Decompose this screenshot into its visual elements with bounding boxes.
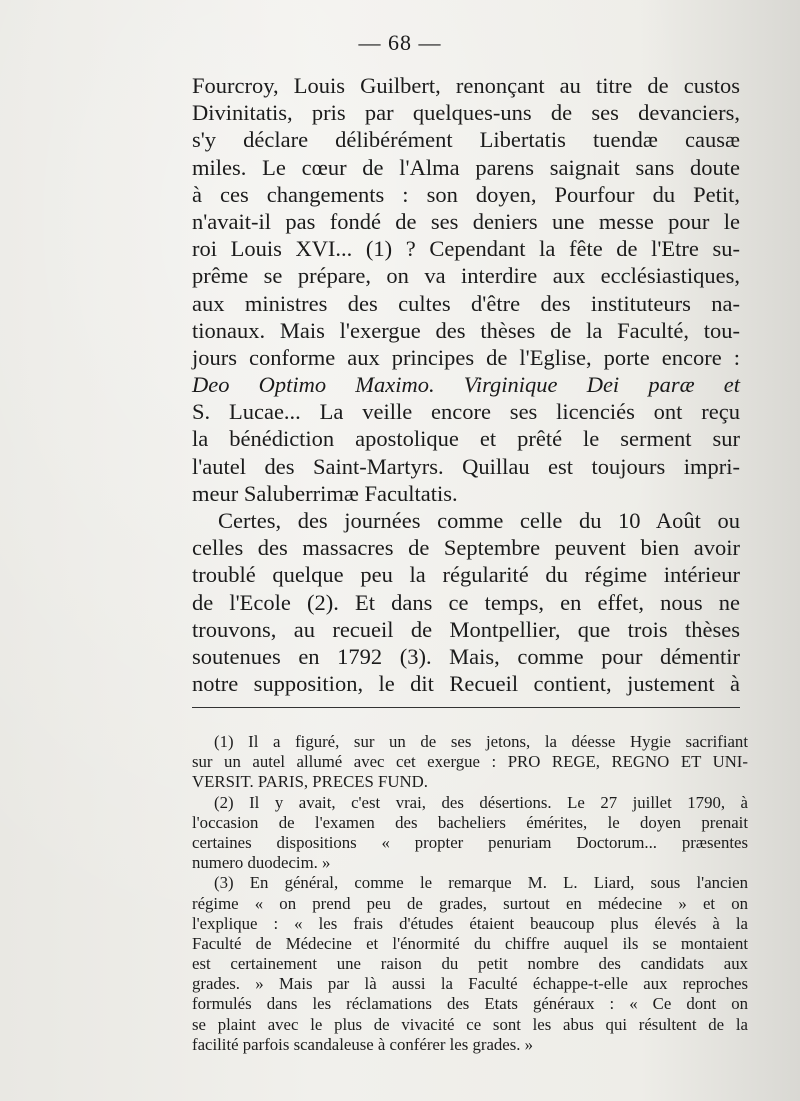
footnote-line: facilité parfois scandaleuse à conférer les grades. » — [192, 1034, 534, 1054]
footnotes — [192, 732, 748, 1055]
text-line: n'avait-il pas fondé de ses deniers une messe pour le — [192, 208, 740, 234]
text-line: l'autel des Saint-Martyrs. Quillau est toujours impri- — [192, 453, 740, 479]
footnote-line: l'explique : « les frais d'études étaient beaucoup plus élevés à la — [192, 913, 748, 933]
footnote-line: VERSIT. PARIS, PRECES FUND. — [192, 772, 428, 792]
footnote-line: l'occasion de l'examen des bacheliers émérites, le doyen prenait — [192, 812, 748, 832]
text-line: Certes, des journées comme celle du 10 Août ou — [218, 508, 740, 533]
footnote-line: formulés dans les réclamations des Etats généraux : « Ce dont on — [192, 994, 748, 1014]
footnote-line: Faculté de Médecine et l'énormité du chiffre auquel ils se montaient — [192, 933, 748, 953]
text-line: tionaux. Mais l'exergue des thèses de la Faculté, tou- — [192, 317, 740, 343]
text-line: celles des massacres de Septembre peuvent bien avoir — [192, 535, 740, 561]
text-line: troublé quelque peu la régularité du régime intérieur — [192, 562, 740, 588]
text-line: trouvons, au recueil de Montpellier, que trois thèses — [192, 616, 740, 642]
text-line: s'y déclare délibérément Libertatis tuendæ causæ — [192, 127, 740, 153]
text-line: S. Lucae... La veille encore ses licenciés ont reçu — [192, 399, 740, 425]
footnote-line: se plaint avec le plus de vivacité ce sont les abus qui résultent de la — [192, 1014, 748, 1034]
text-line: roi Louis XVI... (1) ? Cependant la fête de l'Etre su- — [192, 236, 740, 262]
text-line: soutenues en 1792 (3). Mais, comme pour démentir — [192, 643, 740, 669]
footnote-line: (2) Il y avait, c'est vrai, des désertions. Le 27 juillet 1790, à — [214, 792, 748, 812]
text-line: miles. Le cœur de l'Alma parens saignait sans doute — [192, 154, 740, 180]
text-line: notre supposition, le dit Recueil contient, justement à — [192, 671, 740, 697]
text-line: jours conforme aux principes de l'Eglise, porte encore : — [192, 344, 740, 370]
footnote-line: est certainement une raison du petit nombre des candidats aux — [192, 954, 748, 974]
text-line: prême se prépare, on va interdire aux ecclésiastiques, — [192, 263, 740, 289]
text-line: Fourcroy, Louis Guilbert, renonçant au titre de custos — [192, 73, 740, 98]
footnote-line: (3) En général, comme le remarque M. L. Liard, sous l'ancien — [214, 873, 748, 893]
text-line: Divinitatis, pris par quelques-uns de ses devanciers, — [192, 100, 740, 126]
text-line: la bénédiction apostolique et prêté le serment sur — [192, 426, 740, 452]
footnote-line: régime « on prend peu de grades, surtout en médecine » et on — [192, 893, 748, 913]
text-line: meur Saluberrimæ Facultatis. — [192, 480, 458, 506]
footnote-line: (1) Il a figuré, sur un de ses jetons, la déesse Hygie sacrifiant — [214, 732, 748, 751]
footnote-line: numero duodecim. » — [192, 853, 331, 873]
footnote-line: sur un autel allumé avec cet exergue : PRO REGE, REGNO ET UNI- — [192, 752, 748, 772]
text-line: de l'Ecole (2). Et dans ce temps, en effet, nous ne — [192, 589, 740, 615]
footnote-line: grades. » Mais par là aussi la Faculté échappe-t-elle aux reproches — [192, 974, 748, 994]
footnote-divider — [192, 707, 740, 708]
page-number: — 68 — — [358, 30, 442, 55]
text-line: aux ministres des cultes d'être des instituteurs na- — [192, 290, 740, 316]
footnote-line: certaines dispositions « propter penuriam Doctorum... præsentes — [192, 832, 748, 852]
text-line: à ces changements : son doyen, Pourfour du Petit, — [192, 181, 740, 207]
main-text — [192, 72, 740, 697]
text-line: Deo Optimo Maximo. Virginique Dei paræ et — [192, 372, 740, 398]
